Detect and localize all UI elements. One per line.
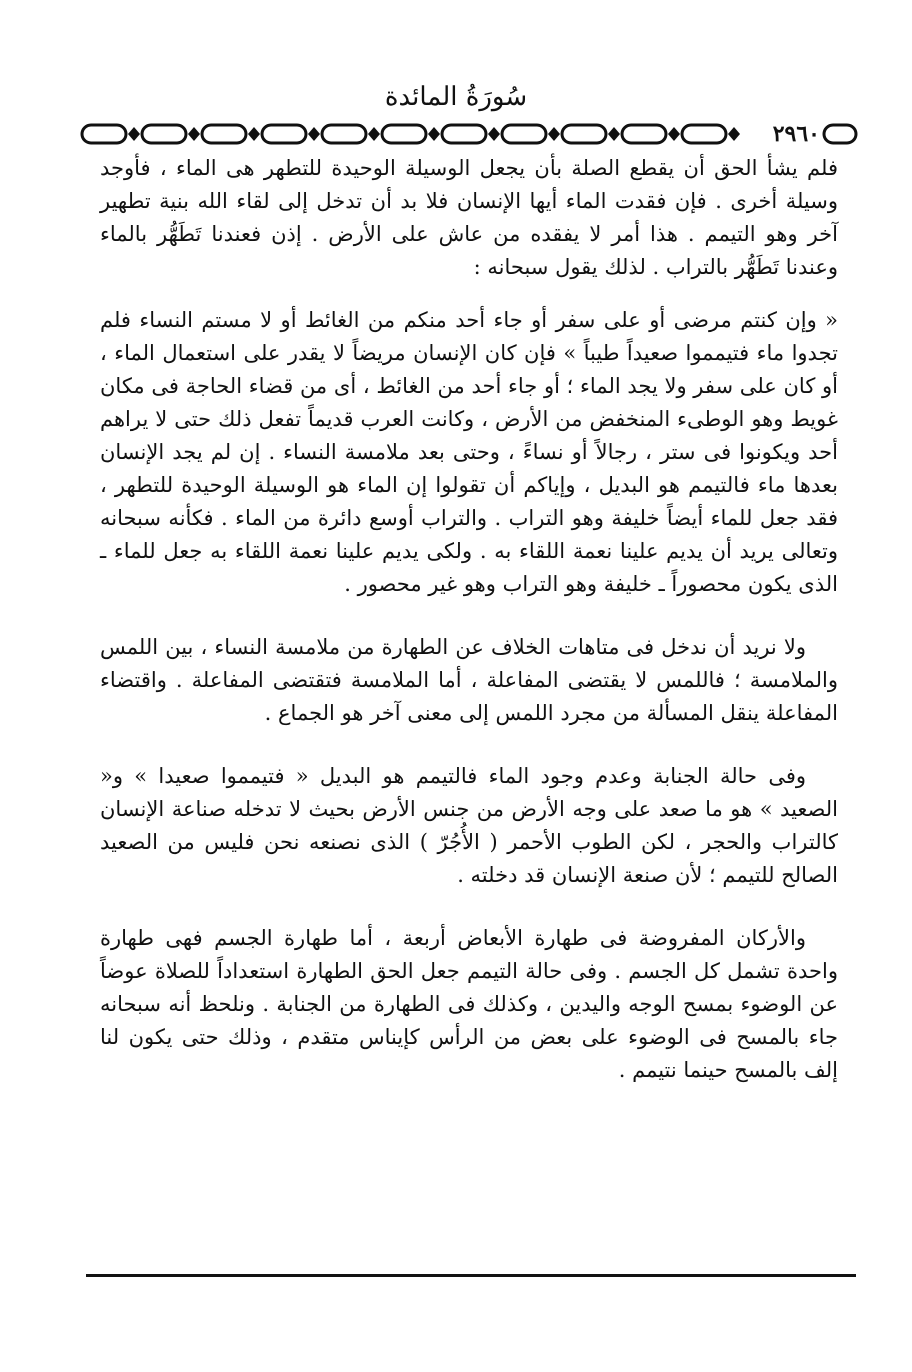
page-number: ٢٩٦٠ bbox=[772, 121, 820, 147]
body-text bbox=[100, 152, 838, 1087]
footer-rule bbox=[86, 1274, 856, 1277]
paragraph-intro: فلم يشأ الحق أن يقطع الصلة بأن يجعل الوسيلة الوحيدة للتطهر هى الماء ، فأوجد وسيلة أخرى . فإن فقدت الماء أيها الإنسان فلا بد أن تدخل إلى لقاء الله بنية تطهير آخر وهو التيمم . هذا أمر لا يفقده من عاش على الأرض . إذن فعندنا تَطَهُّر بالماء وعندنا تَطَهُّر بالتراب . لذلك يقول سبحانه : bbox=[100, 156, 838, 279]
surah-title: سُورَةُ المائدة bbox=[384, 82, 528, 112]
paragraph-verse-commentary: « وإن كنتم مرضى أو على سفر أو جاء أحد منكم من الغائط أو لا مستم النساء فلم تجدوا ماء فتيمموا صعيداً طيباً » فإن كان الإنسان مريضاً لا يقدر على استعمال الماء ، أو كان على سفر ولا يجد الماء ؛ أو جاء أحد من الغائط ، أى من قضاء الحاجة فى مكان غويط وهو الوطىء المنخفض من الأرض ، وكانت العرب قديماً تفعل ذلك حتى لا يراهم أحد ويكونوا فى ستر ، رجالاً أو نساءً ، وحتى بعد ملامسة النساء . إن لم يجد الإنسان بعدها ماء فالتيمم هو البديل ، وإياكم أن تقولوا إن الماء هو الوسيلة الوحيدة للتطهر ، فقد جعل للماء أيضاً خليفة وهو التراب . والتراب أوسع دائرة من الماء . فكأنه سبحانه وتعالى يريد أن يديم علينا نعمة اللقاء به . ولكى يديم علينا نعمة اللقاء به جعل للماء ـ الذى يكون محصوراً ـ خليفة وهو التراب وهو غير محصور . bbox=[100, 308, 838, 596]
paragraph-touching: ولا نريد أن ندخل فى متاهات الخلاف عن الطهارة من ملامسة النساء ، بين اللمس والملامسة ؛ فاللمس لا يقتضى المفاعلة ، أما الملامسة فتقتضى المفاعلة . واقتضاء المفاعلة ينقل المسألة من مجرد اللمس إلى معنى آخر هو الجماع . bbox=[100, 635, 838, 725]
paragraph-ablution-pillars: والأركان المفروضة فى طهارة الأبعاض أربعة ، أما طهارة الجسم فهى طهارة واحدة تشمل كل الجسم . وفى حالة التيمم جعل الحق الطهارة استعداداً للصلاة عوضاً عن الوضوء بمسح الوجه واليدين ، وكذلك فى الطهارة من الجنابة . ونلحظ أنه سبحانه جاء بالمسح فى الوضوء على بعض من الرأس كإيناس متقدم ، وذلك حتى يكون لنا إلف بالمسح حينما نتيمم . bbox=[100, 926, 838, 1082]
paragraph-janabah: وفى حالة الجنابة وعدم وجود الماء فالتيمم هو البديل « فتيمموا صعيدا » و« الصعيد » هو ما صعد على وجه الأرض من جنس الأرض بحيث لا تدخله صناعة الإنسان كالتراب والحجر ، لكن الطوب الأحمر ( الأُجُرّ ) الذى نصنعه نحن فليس من الصعيد الصالح للتيمم ؛ لأن صنعة الإنسان قد دخلته . bbox=[100, 764, 838, 887]
header-band bbox=[78, 118, 858, 150]
chain-ornament bbox=[78, 118, 768, 150]
end-cap-ornament bbox=[822, 118, 858, 150]
